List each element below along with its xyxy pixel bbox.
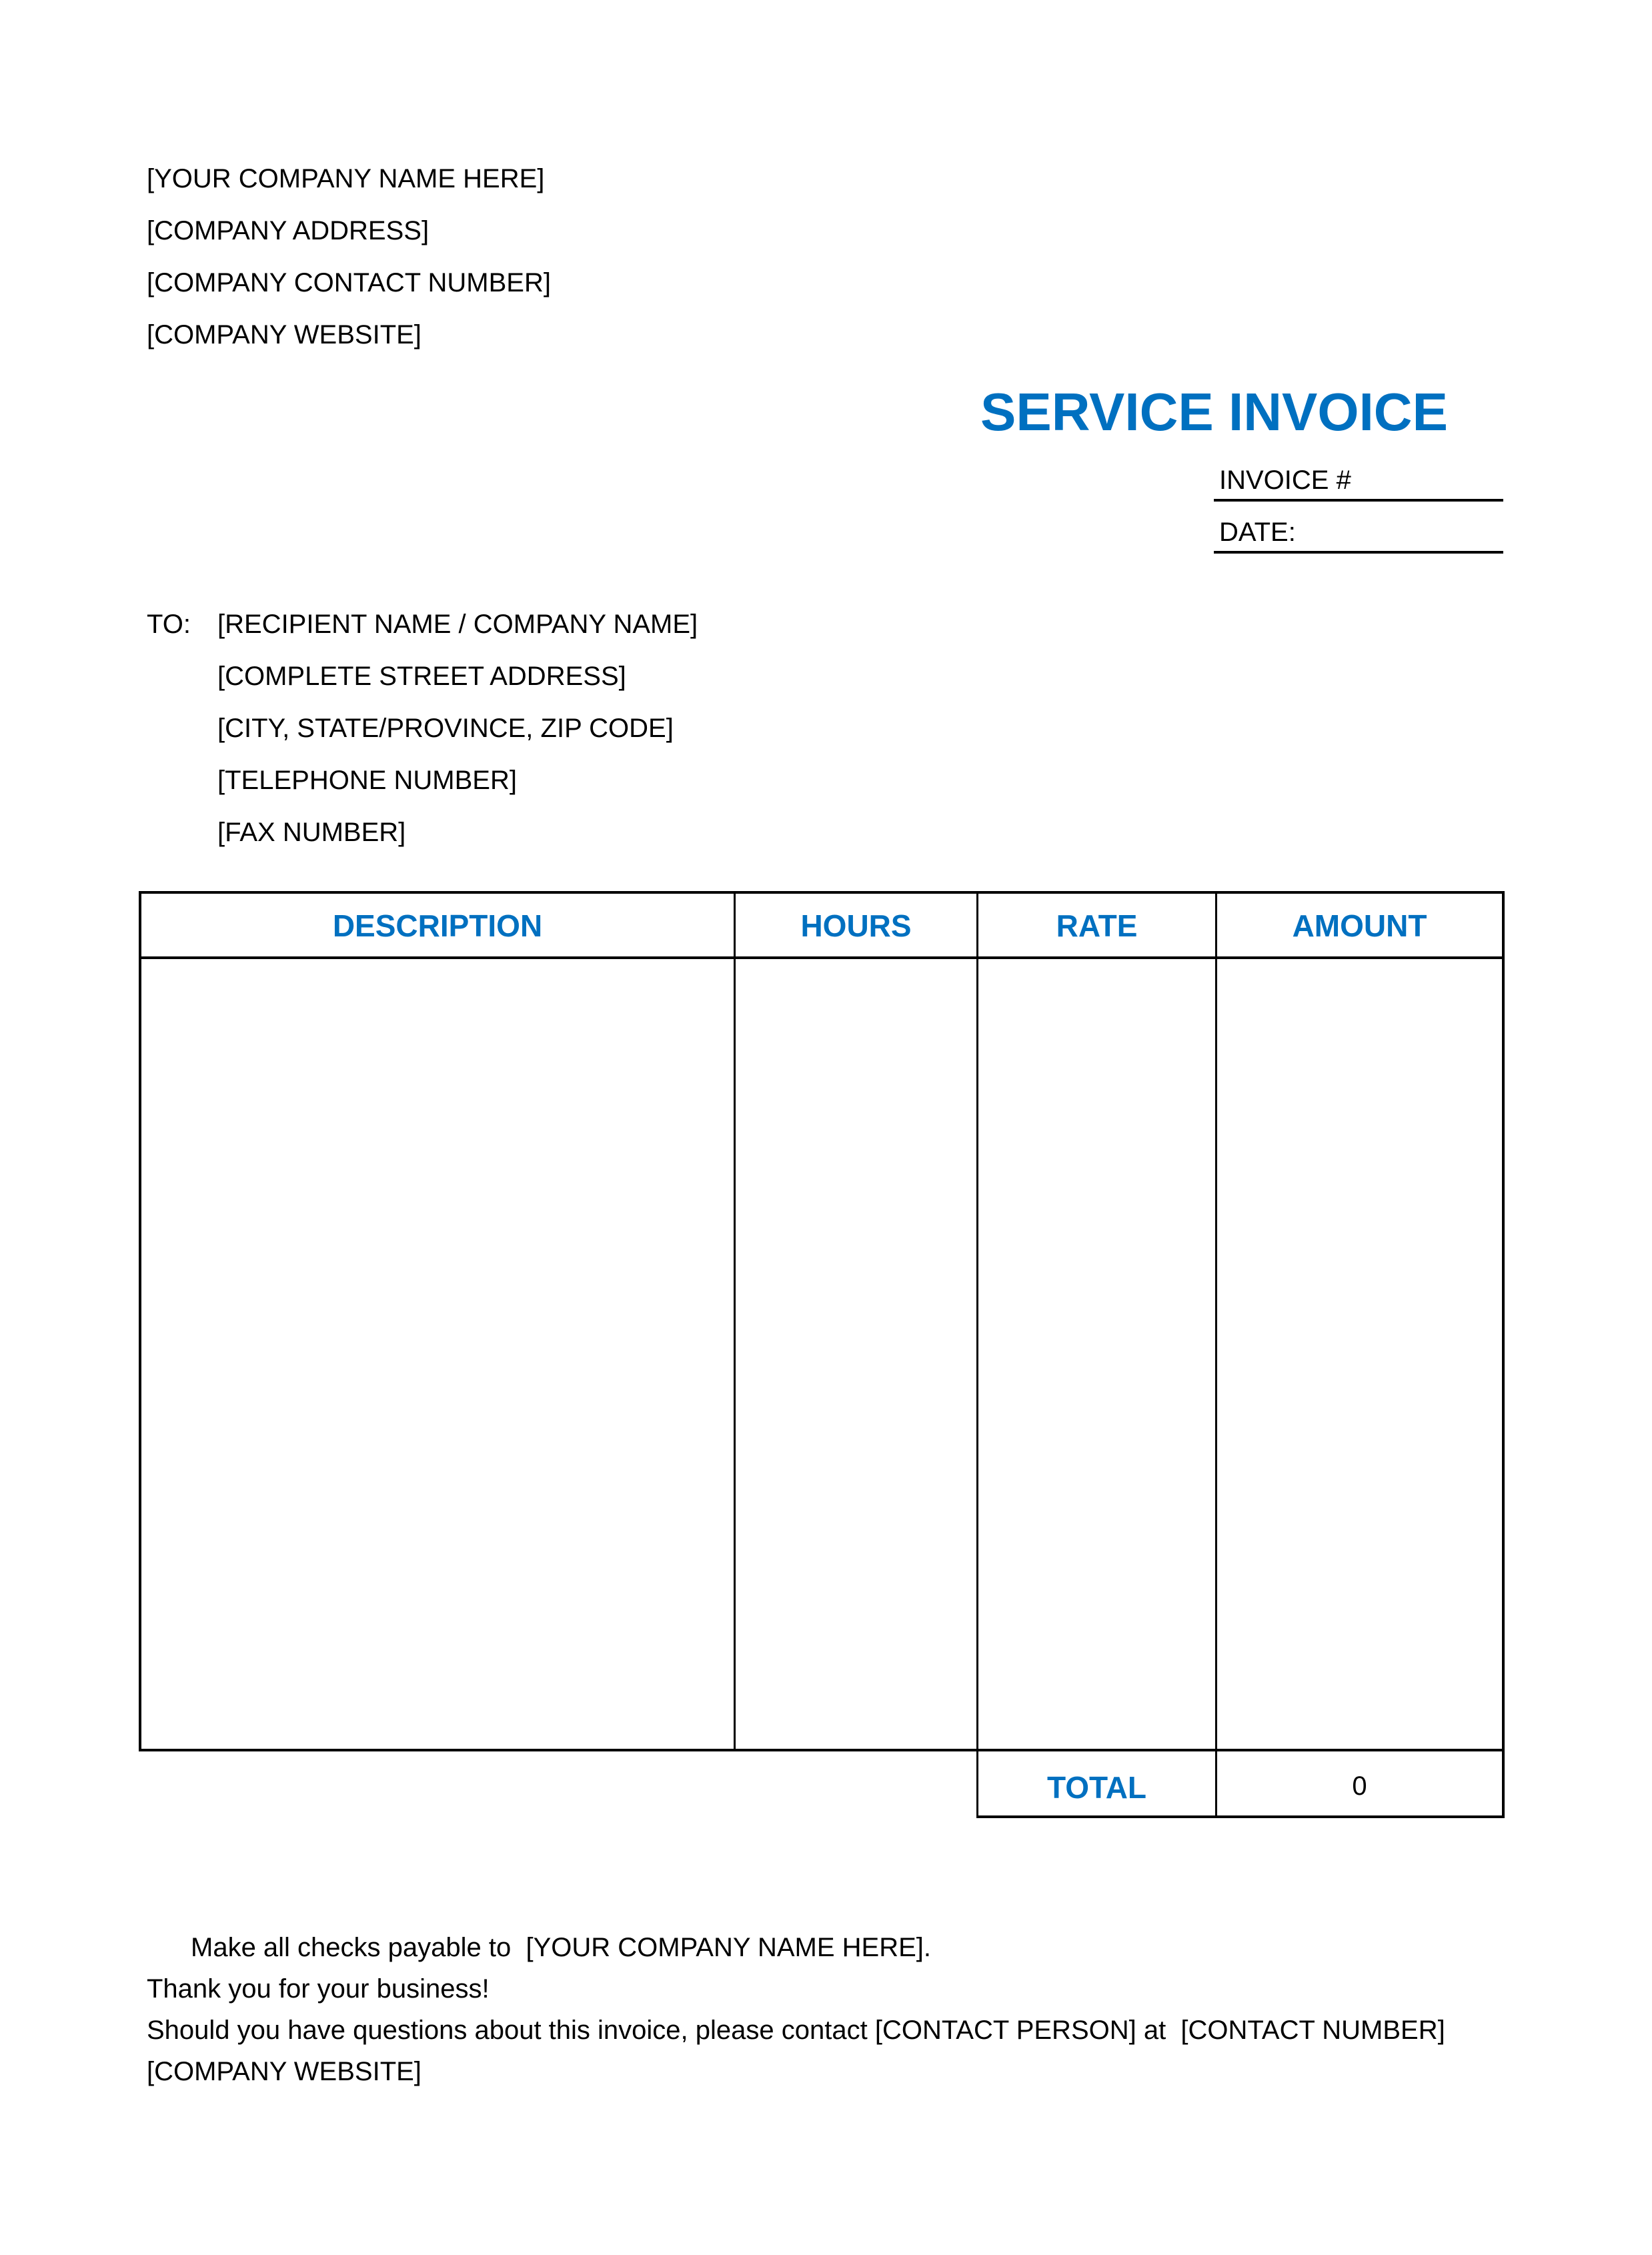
invoice-title: SERVICE INVOICE <box>980 382 1448 442</box>
company-website: [COMPANY WEBSITE] <box>147 320 422 349</box>
recipient-phone: [TELEPHONE NUMBER] <box>217 766 517 795</box>
invoice-number-field[interactable] <box>1214 499 1503 502</box>
column-divider-2 <box>976 891 978 1818</box>
table-left-border <box>139 891 141 1751</box>
total-value: 0 <box>1352 1771 1367 1801</box>
footer-questions: Should you have questions about this invoice, please contact [CONTACT PERSON] at [CONTACT NUMBER] <box>147 2016 1445 2045</box>
total-label: TOTAL <box>1046 1770 1147 1805</box>
header-amount: AMOUNT <box>1292 908 1427 943</box>
company-address: [COMPANY ADDRESS] <box>147 216 430 245</box>
header-description: DESCRIPTION <box>332 908 543 943</box>
table-header-divider <box>139 956 1505 959</box>
recipient-street: [COMPLETE STREET ADDRESS] <box>217 662 626 691</box>
recipient-fax: [FAX NUMBER] <box>217 818 406 847</box>
total-row-bottom <box>976 1815 1505 1818</box>
footer-payable: Make all checks payable to [YOUR COMPANY NAME HERE]. <box>191 1933 931 1962</box>
company-name: [YOUR COMPANY NAME HERE] <box>147 164 545 193</box>
footer-thanks: Thank you for your business! <box>147 1974 490 2004</box>
column-divider-1 <box>734 891 736 1751</box>
header-rate: RATE <box>1056 908 1138 943</box>
recipient-name: [RECIPIENT NAME / COMPANY NAME] <box>217 610 698 639</box>
header-hours: HOURS <box>800 908 912 943</box>
table-top-border <box>139 891 1505 894</box>
date-field[interactable] <box>1214 551 1503 554</box>
table-right-border <box>1502 891 1505 1818</box>
table-bottom-border <box>139 1749 1505 1751</box>
company-contact: [COMPANY CONTACT NUMBER] <box>147 268 551 297</box>
invoice-number-label: INVOICE # <box>1219 466 1351 495</box>
column-divider-3 <box>1215 891 1217 1818</box>
recipient-city: [CITY, STATE/PROVINCE, ZIP CODE] <box>217 714 674 743</box>
footer-website: [COMPANY WEBSITE] <box>147 2057 422 2086</box>
to-label: TO: <box>147 610 191 639</box>
date-label: DATE: <box>1219 518 1296 547</box>
